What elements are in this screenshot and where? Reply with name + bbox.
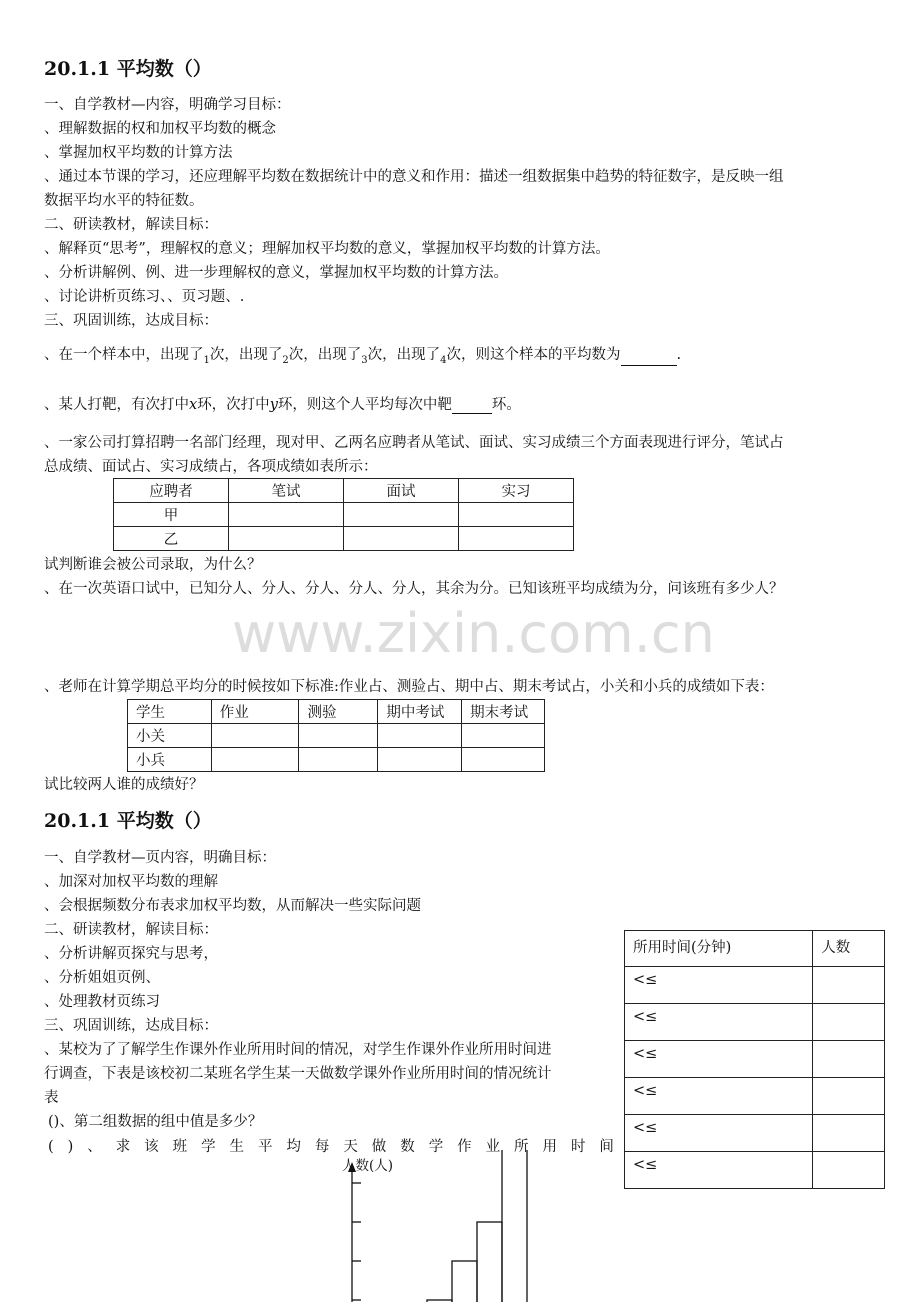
table-row [625, 1041, 885, 1078]
text-line: 表 [44, 1090, 59, 1106]
question-1 [44, 346, 681, 366]
count-cell[interactable] [813, 1152, 885, 1189]
q5-line: 、老师在计算学期总平均分的时候按如下标准:作业占、测验占、期中占、期末考试占，小关和小兵的成绩如下表： [44, 679, 774, 695]
char: ) [67, 1139, 74, 1155]
q1-part: 次，则这个样本的平均数为 [446, 347, 621, 363]
char: 业 [485, 1139, 501, 1155]
table-cell[interactable] [229, 503, 344, 527]
char: 、 [87, 1139, 102, 1155]
text-line: 一、自学教材—内容，明确学习目标： [44, 97, 291, 113]
char: ( [48, 1139, 54, 1155]
watermark: www.zixin.com.cn [232, 602, 715, 665]
histogram-chart [330, 1150, 530, 1302]
text-line: 、某校为了了解学生作课外作业所用时间的情况，对学生作课外作业所用时间进 [44, 1042, 552, 1058]
time-frequency-table [624, 930, 885, 1189]
q3-line2: 总成绩、面试占、实习成绩占，各项成绩如表所示： [44, 459, 378, 475]
text-line: 、通过本节课的学习，还应理解平均数在数据统计中的意义和作用：描述一组数据集中趋势的特征数字，是反映一组 [44, 169, 784, 185]
table-cell[interactable] [462, 724, 545, 748]
q1-sub: 1 [203, 355, 210, 366]
char: 时 [570, 1139, 586, 1155]
table-cell[interactable] [211, 724, 299, 748]
q2-text: 环，次打中 [197, 397, 270, 413]
table-row [114, 527, 574, 551]
table-row [625, 967, 885, 1004]
table-header: 面试 [344, 479, 459, 503]
text-line: ()、第二组数据的组中值是多少？ [48, 1114, 263, 1130]
char: 做 [371, 1139, 387, 1155]
q2-text: 环，则这个人平均每次中靶 [277, 397, 452, 413]
count-cell[interactable] [813, 1115, 885, 1152]
q1-sub: 4 [440, 355, 447, 366]
char: 生 [229, 1139, 245, 1155]
time-range-cell: <≤ [625, 1115, 813, 1152]
histogram-bar [452, 1261, 477, 1302]
count-cell[interactable] [813, 1041, 885, 1078]
time-range-cell: <≤ [625, 1152, 813, 1189]
table-header: 所用时间(分钟) [625, 931, 813, 967]
answer-blank[interactable] [621, 351, 677, 366]
text-line: 三、巩固训练，达成目标： [44, 1018, 218, 1034]
time-range-cell: <≤ [625, 1041, 813, 1078]
count-cell[interactable] [813, 1078, 885, 1115]
text-line: 、加深对加权平均数的理解 [44, 874, 218, 890]
q2-text: 、某人打靶，有次打中 [44, 397, 189, 413]
q1-sub: 2 [282, 355, 289, 366]
time-range-cell: <≤ [625, 1078, 813, 1115]
q1-part: 次，出现了 [288, 347, 362, 363]
char: 数 [400, 1139, 415, 1155]
student-score-table [127, 699, 545, 772]
char: 用 [542, 1139, 557, 1155]
question-4: 、在一次英语口试中，已知分人、分人、分人、分人、分人，其余为分。已知该班平均成绩为分，问该班有多少人？ [44, 581, 784, 597]
text-line: 、分析姐姐页例、 [44, 970, 160, 986]
table-row [625, 1115, 885, 1152]
q2-var-x: x [189, 397, 198, 413]
histogram-bar [477, 1222, 502, 1302]
time-range-cell: <≤ [625, 1004, 813, 1041]
table-header: 学生 [128, 700, 212, 724]
table-cell[interactable] [378, 748, 462, 772]
table-cell[interactable] [462, 748, 545, 772]
text-line: 行调查，下表是该校初二某班名学生某一天做数学课外作业所用时间的情况统计 [44, 1066, 552, 1082]
text-line: 一、自学教材—页内容，明确目标： [44, 850, 276, 866]
char: 平 [257, 1139, 273, 1155]
table-cell[interactable] [344, 527, 459, 551]
text-line: 数据平均水平的特征数。 [44, 193, 204, 209]
table-cell[interactable] [344, 503, 459, 527]
text-line: 、掌握加权平均数的计算方法 [44, 145, 233, 161]
count-cell[interactable] [813, 1004, 885, 1041]
char: 天 [343, 1139, 358, 1155]
row-label: 小关 [128, 724, 212, 748]
table-row [128, 724, 545, 748]
section2-title: 20.1.1 平均数（） [44, 810, 212, 832]
text-line: 、处理教材页练习 [44, 994, 160, 1010]
text-line: 、解释页“思考”，理解权的意义；理解加权平均数的意义，掌握加权平均数的计算方法。 [44, 241, 610, 257]
q3-line1: 、一家公司打算招聘一名部门经理，现对甲、乙两名应聘者从笔试、面试、实习成绩三个方面表现进行评分，笔试占 [44, 435, 784, 451]
row-label: 乙 [114, 527, 229, 551]
q1-part: 、在一个样本中，出现了 [44, 347, 204, 363]
table-cell[interactable] [299, 748, 378, 772]
char: 均 [286, 1139, 301, 1155]
table-header: 期末考试 [462, 700, 545, 724]
question-2 [44, 396, 521, 414]
char: 每 [314, 1139, 330, 1155]
q5-after: 试比较两人谁的成绩好？ [44, 777, 204, 793]
section1-title: 20.1.1 平均数（） [44, 58, 212, 80]
q2-var-y: y [269, 397, 278, 413]
text-line: 、分析讲解页探究与思考， [44, 946, 218, 962]
answer-blank[interactable] [452, 399, 492, 414]
q3-after: 试判断谁会被公司录取，为什么？ [44, 557, 262, 573]
text-line: 、理解数据的权和加权平均数的概念 [44, 121, 276, 137]
table-header: 作业 [211, 700, 299, 724]
table-header: 人数 [813, 931, 885, 967]
table-row [625, 1078, 885, 1115]
row-label: 甲 [114, 503, 229, 527]
text-line: 二、研读教材，解读目标： [44, 922, 218, 938]
char: 作 [457, 1139, 472, 1155]
table-header: 应聘者 [114, 479, 229, 503]
char: 求 [115, 1139, 131, 1155]
count-cell[interactable] [813, 967, 885, 1004]
char: 学 [428, 1139, 444, 1155]
q2-text: 环。 [491, 397, 521, 413]
table-cell[interactable] [378, 724, 462, 748]
text-line: 、分析讲解例、例、进一步理解权的意义，掌握加权平均数的计算方法。 [44, 265, 508, 281]
table-cell[interactable] [459, 527, 574, 551]
text-line: 三、巩固训练，达成目标： [44, 313, 218, 329]
char: 所 [514, 1139, 529, 1155]
text-line: 二、研读教材，解读目标： [44, 217, 218, 233]
table-row [128, 748, 545, 772]
time-range-cell: <≤ [625, 967, 813, 1004]
q1-sub: 3 [361, 355, 368, 366]
q1-part: 次，出现了 [209, 347, 283, 363]
table-cell[interactable] [211, 748, 299, 772]
char: 间 [599, 1139, 614, 1155]
text-line: 、会根据频数分布表求加权平均数，从而解决一些实际问题 [44, 898, 421, 914]
applicant-score-table [113, 478, 574, 551]
table-header: 测验 [299, 700, 378, 724]
table-row [114, 503, 574, 527]
table-cell[interactable] [299, 724, 378, 748]
q1-end: . [676, 347, 682, 363]
char: 班 [172, 1139, 188, 1155]
table-row [625, 1004, 885, 1041]
table-header: 笔试 [229, 479, 344, 503]
y-axis-label: 人数(人) [342, 1158, 394, 1174]
text-line: 、讨论讲析页练习、、页习题、. [44, 289, 245, 305]
row-label: 小兵 [128, 748, 212, 772]
char: 该 [144, 1139, 159, 1155]
table-header: 实习 [459, 479, 574, 503]
table-row [625, 1152, 885, 1189]
table-cell[interactable] [229, 527, 344, 551]
histogram-bar [502, 1150, 527, 1302]
table-header: 期中考试 [378, 700, 462, 724]
table-cell[interactable] [459, 503, 574, 527]
q1-part: 次，出现了 [367, 347, 441, 363]
char: 学 [201, 1139, 216, 1155]
